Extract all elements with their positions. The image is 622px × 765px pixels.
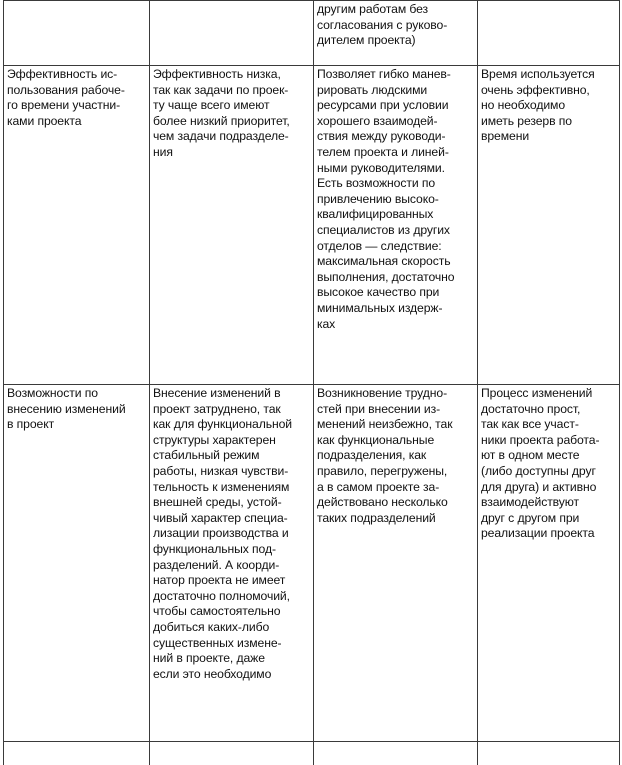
cell-text-line: Позволяет гибко манев- xyxy=(317,67,474,83)
cell-text-line: взаимодействуют xyxy=(481,495,616,511)
cell-text-line: Внесение изменений в xyxy=(153,386,310,402)
cell-text-line: ствия между руководи- xyxy=(317,129,474,145)
cell-text-line: как для функциональной xyxy=(153,417,310,433)
cell-text-line: ках xyxy=(317,317,474,333)
cell-text-line: функциональных под- xyxy=(153,542,310,558)
cell-text-line: дителем проекта) xyxy=(317,33,474,49)
cell-text-line: ресурсами при условии xyxy=(317,98,474,114)
table-cell xyxy=(150,66,314,385)
table-cell xyxy=(314,1,478,66)
cell-text-line: правило, перегружены, xyxy=(317,464,474,480)
table-cell xyxy=(314,742,478,765)
cell-text-line: стабильный режим xyxy=(153,448,310,464)
cell-text-line: иметь резерв по xyxy=(481,114,616,130)
cell-text-line: другим работам без xyxy=(317,2,474,18)
cell-text-line: добиться каких-либо xyxy=(153,620,310,636)
cell-text-line: квалифицированных xyxy=(317,207,474,223)
cell-text-line: Эффективность ис- xyxy=(7,67,146,83)
cell-text-line: специалистов из других xyxy=(317,223,474,239)
cell-text-line: пользования рабоче- xyxy=(7,83,146,99)
cell-text-line: высокое качество при xyxy=(317,285,474,301)
cell-text-line: времени xyxy=(481,129,616,145)
table-cell xyxy=(478,742,620,765)
cell-text-line: Возникновение трудно- xyxy=(317,386,474,402)
cell-text-line: существенных измене- xyxy=(153,636,310,652)
cell-text-line: реализации проекта xyxy=(481,526,616,542)
cell-text-line: рировать людскими xyxy=(317,83,474,99)
cell-text-line: если это необходимо xyxy=(153,667,310,683)
cell-text-line: Есть возможности по xyxy=(317,176,474,192)
cell-text-line: ками проекта xyxy=(7,114,146,130)
cell-text-line: максимальная скорость xyxy=(317,254,474,270)
table-cell xyxy=(150,742,314,765)
table-row xyxy=(4,66,620,385)
cell-text-line: лизации производства и xyxy=(153,526,310,542)
cell-text-line: как функциональные xyxy=(317,433,474,449)
row-header-cell xyxy=(4,385,150,742)
cell-text-line: Возможности по xyxy=(7,386,146,402)
cell-text-line: (либо доступны друг xyxy=(481,464,616,480)
cell-text-line: работы, низкая чувстви- xyxy=(153,464,310,480)
comparison-table xyxy=(3,0,620,765)
cell-text-line: хорошего взаимодей- xyxy=(317,114,474,130)
cell-text-line: чивый характер специа- xyxy=(153,511,310,527)
cell-text-line: очень эффективно, xyxy=(481,83,616,99)
table-cell xyxy=(314,66,478,385)
cell-text-line: выполнения, достаточно xyxy=(317,270,474,286)
table-cell xyxy=(478,66,620,385)
table-row xyxy=(4,742,620,765)
cell-text-line: друг с другом при xyxy=(481,511,616,527)
cell-text-line: ту чаще всего имеют xyxy=(153,98,310,114)
cell-text-line: Эффективность низка, xyxy=(153,67,310,83)
cell-text-line: действовано несколько xyxy=(317,495,474,511)
cell-text-line: в проект xyxy=(7,417,146,433)
cell-text-line: менений неизбежно, так xyxy=(317,417,474,433)
cell-text-line: привлечению высоко- xyxy=(317,192,474,208)
cell-text-line: внешней среды, устой- xyxy=(153,495,310,511)
cell-text-line: согласования с руково- xyxy=(317,18,474,34)
cell-text-line: достаточно полномочий, xyxy=(153,589,310,605)
cell-text-line: минимальных издерж- xyxy=(317,301,474,317)
cell-text-line: отделов — следствие: xyxy=(317,239,474,255)
cell-text-line: телем проекта и линей- xyxy=(317,145,474,161)
table-cell xyxy=(4,742,150,765)
cell-text-line: для друга) и активно xyxy=(481,480,616,496)
cell-text-line: достаточно прост, xyxy=(481,402,616,418)
cell-text-line: Время используется xyxy=(481,67,616,83)
cell-text-line: подразделения, как xyxy=(317,448,474,464)
cell-text-line: ют в одном месте xyxy=(481,448,616,464)
cell-text-line: таких подразделений xyxy=(317,511,474,527)
table-cell xyxy=(478,385,620,742)
cell-text-line: внесению изменений xyxy=(7,402,146,418)
cell-text-line: разделений. А коорди- xyxy=(153,558,310,574)
cell-text-line: но необходимо xyxy=(481,98,616,114)
table-row xyxy=(4,385,620,742)
cell-text-line: Процесс изменений xyxy=(481,386,616,402)
cell-text-line: натор проекта не имеет xyxy=(153,573,310,589)
cell-text-line: а в самом проекте за- xyxy=(317,480,474,496)
row-header-cell xyxy=(4,66,150,385)
table-cell xyxy=(4,1,150,66)
table-cell xyxy=(478,1,620,66)
table-cell xyxy=(150,385,314,742)
cell-text-line: ния xyxy=(153,145,310,161)
table-cell xyxy=(150,1,314,66)
cell-text-line: чем задачи подразделе- xyxy=(153,129,310,145)
cell-text-line: проект затруднено, так xyxy=(153,402,310,418)
cell-text-line: ний в проекте, даже xyxy=(153,651,310,667)
cell-text-line: го времени участни- xyxy=(7,98,146,114)
cell-text-line: структуры характерен xyxy=(153,433,310,449)
table-row xyxy=(4,1,620,66)
cell-text-line: чтобы самостоятельно xyxy=(153,604,310,620)
cell-text-line: ными руководителями. xyxy=(317,161,474,177)
table-cell xyxy=(314,385,478,742)
cell-text-line: тельность к изменениям xyxy=(153,480,310,496)
cell-text-line: более низкий приоритет, xyxy=(153,114,310,130)
cell-text-line: так как все участ- xyxy=(481,417,616,433)
cell-text-line: стей при внесении из- xyxy=(317,402,474,418)
cell-text-line: ники проекта работа- xyxy=(481,433,616,449)
cell-text-line: так как задачи по проек- xyxy=(153,83,310,99)
